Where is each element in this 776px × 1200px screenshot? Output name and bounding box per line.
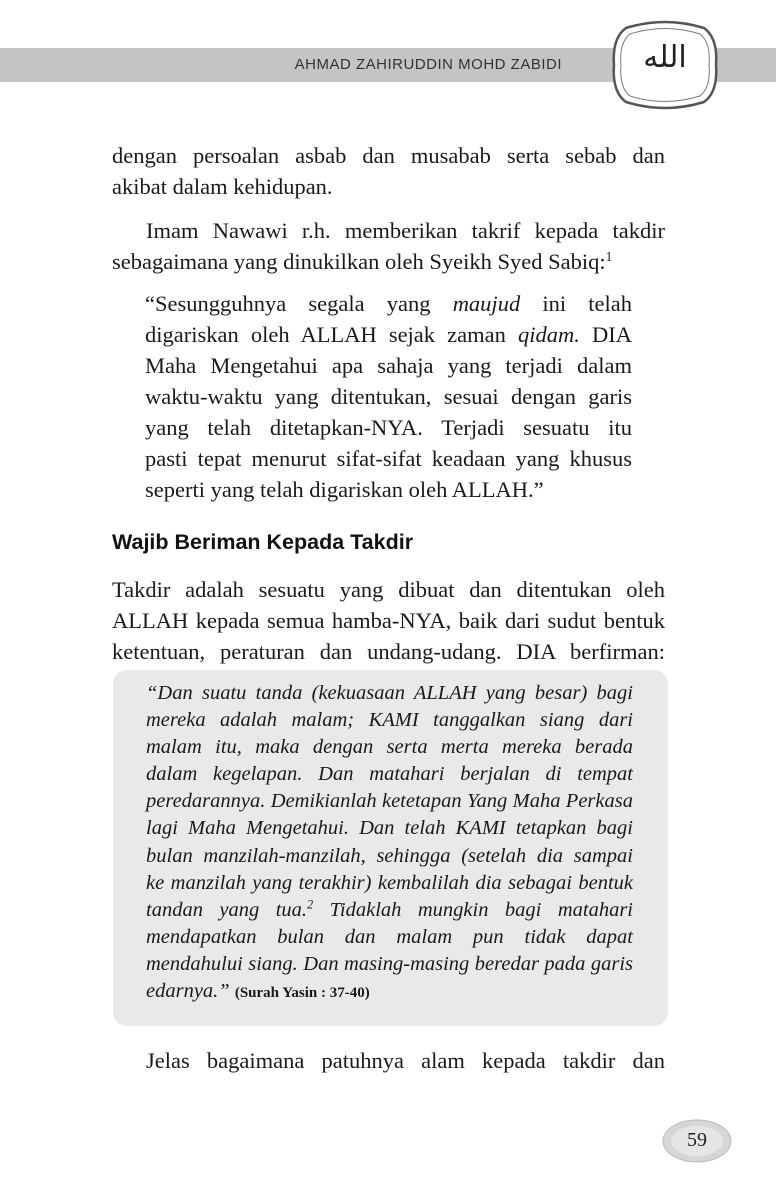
verse-line: dalam kegelapan. Dan matahari berjalan di tempat [146, 763, 633, 786]
footnote-marker: 2 [307, 897, 314, 912]
paragraph-2 [112, 215, 665, 277]
paragraph-2-line: Imam Nawawi r.h. memberikan takrif kepada takdir [146, 218, 665, 243]
verse-reference: (Surah Yasin : 37-40) [234, 985, 370, 1002]
paragraph-3 [112, 574, 665, 667]
page-number: 59 [687, 1129, 707, 1151]
paragraph-4-line: Jelas bagaimana patuhnya alam kepada takdir dan [146, 1048, 665, 1073]
verse-line: “Dan suatu tanda (kekuasaan ALLAH yang besar) bagi [146, 682, 633, 704]
quote-line [145, 288, 632, 319]
paragraph-3-line: ALLAH kepada semua hamba-NYA, baik dari sudut bentuk [112, 608, 665, 633]
allah-calligraphy-emblem [606, 18, 724, 112]
paragraph-4 [112, 1045, 665, 1076]
running-header-author: AHMAD ZAHIRUDDIN MOHD ZABIDI [294, 56, 562, 73]
quote-text: digariskan oleh ALLAH sejak zaman [145, 322, 506, 347]
verse-line: peredarannya. Demikianlah ketetapan Yang Maha Perkasa [146, 790, 633, 813]
verse-line [146, 897, 633, 924]
quote-italic-term: maujud [452, 291, 521, 316]
quote-text: DIA [592, 322, 633, 347]
verse-text-segment: edarnya.” [146, 980, 230, 1003]
paragraph-2-line-text: sebagaimana yang dinukilkan oleh Syeikh Syed Sabiq: [112, 249, 606, 274]
verse-line: malam itu, maka dengan serta merta mereka berada [146, 736, 633, 759]
quote-line: yang telah ditetapkan-NYA. Terjadi sesuatu itu [145, 415, 632, 440]
verse-text [146, 680, 633, 1007]
block-quote [145, 288, 632, 505]
allah-calligraphy-text: الله [643, 40, 687, 75]
paragraph-1 [112, 140, 665, 202]
quote-italic-term: qidam. [518, 322, 580, 347]
verse-line: mendahului siang. Dan masing-masing beredar pada garis [146, 952, 633, 975]
verse-line: mereka adalah malam; KAMI tanggalkan siang dari [146, 709, 633, 732]
verse-line: lagi Maha Mengetahui. Dan telah KAMI tetapkan bagi [146, 817, 633, 840]
quote-text: “Sesungguhnya segala yang [145, 291, 431, 316]
verse-line: bulan manzilah-manzilah, sehingga (setelah dia sampai [146, 844, 633, 867]
paragraph-3-line: ketentuan, peraturan dan undang-udang. DIA berfirman: [112, 639, 665, 664]
verse-text-segment: tandan yang tua. [146, 898, 308, 921]
section-heading: Wajib Beriman Kepada Takdir [112, 530, 414, 554]
verse-line: mendapatkan bulan dan malam pun tidak dapat [146, 925, 633, 948]
quote-line: seperti yang telah digariskan oleh ALLAH.” [145, 477, 544, 502]
quote-line [145, 319, 632, 350]
quote-text: ini telah [542, 291, 633, 316]
quote-line: waktu-waktu yang ditentukan, sesuai dengan garis [145, 384, 632, 409]
verse-line [146, 978, 633, 1007]
quote-line: Maha Mengetahui apa sahaja yang terjadi dalam [145, 353, 632, 378]
footnote-marker: 1 [605, 248, 613, 264]
paragraph-1-line: akibat dalam kehidupan. [112, 174, 333, 199]
quote-line: pasti tepat menurut sifat-sifat keadaan yang khusus [145, 446, 632, 471]
verse-line: ke manzilah yang terakhir) kembalilah dia sebagai bentuk [146, 871, 633, 894]
paragraph-2-line [112, 246, 665, 277]
paragraph-3-line: Takdir adalah sesuatu yang dibuat dan ditentukan oleh [112, 577, 665, 602]
paragraph-1-line: dengan persoalan asbab dan musabab serta sebab dan [112, 143, 665, 168]
verse-text-segment: Tidaklah mungkin bagi matahari [313, 898, 633, 921]
